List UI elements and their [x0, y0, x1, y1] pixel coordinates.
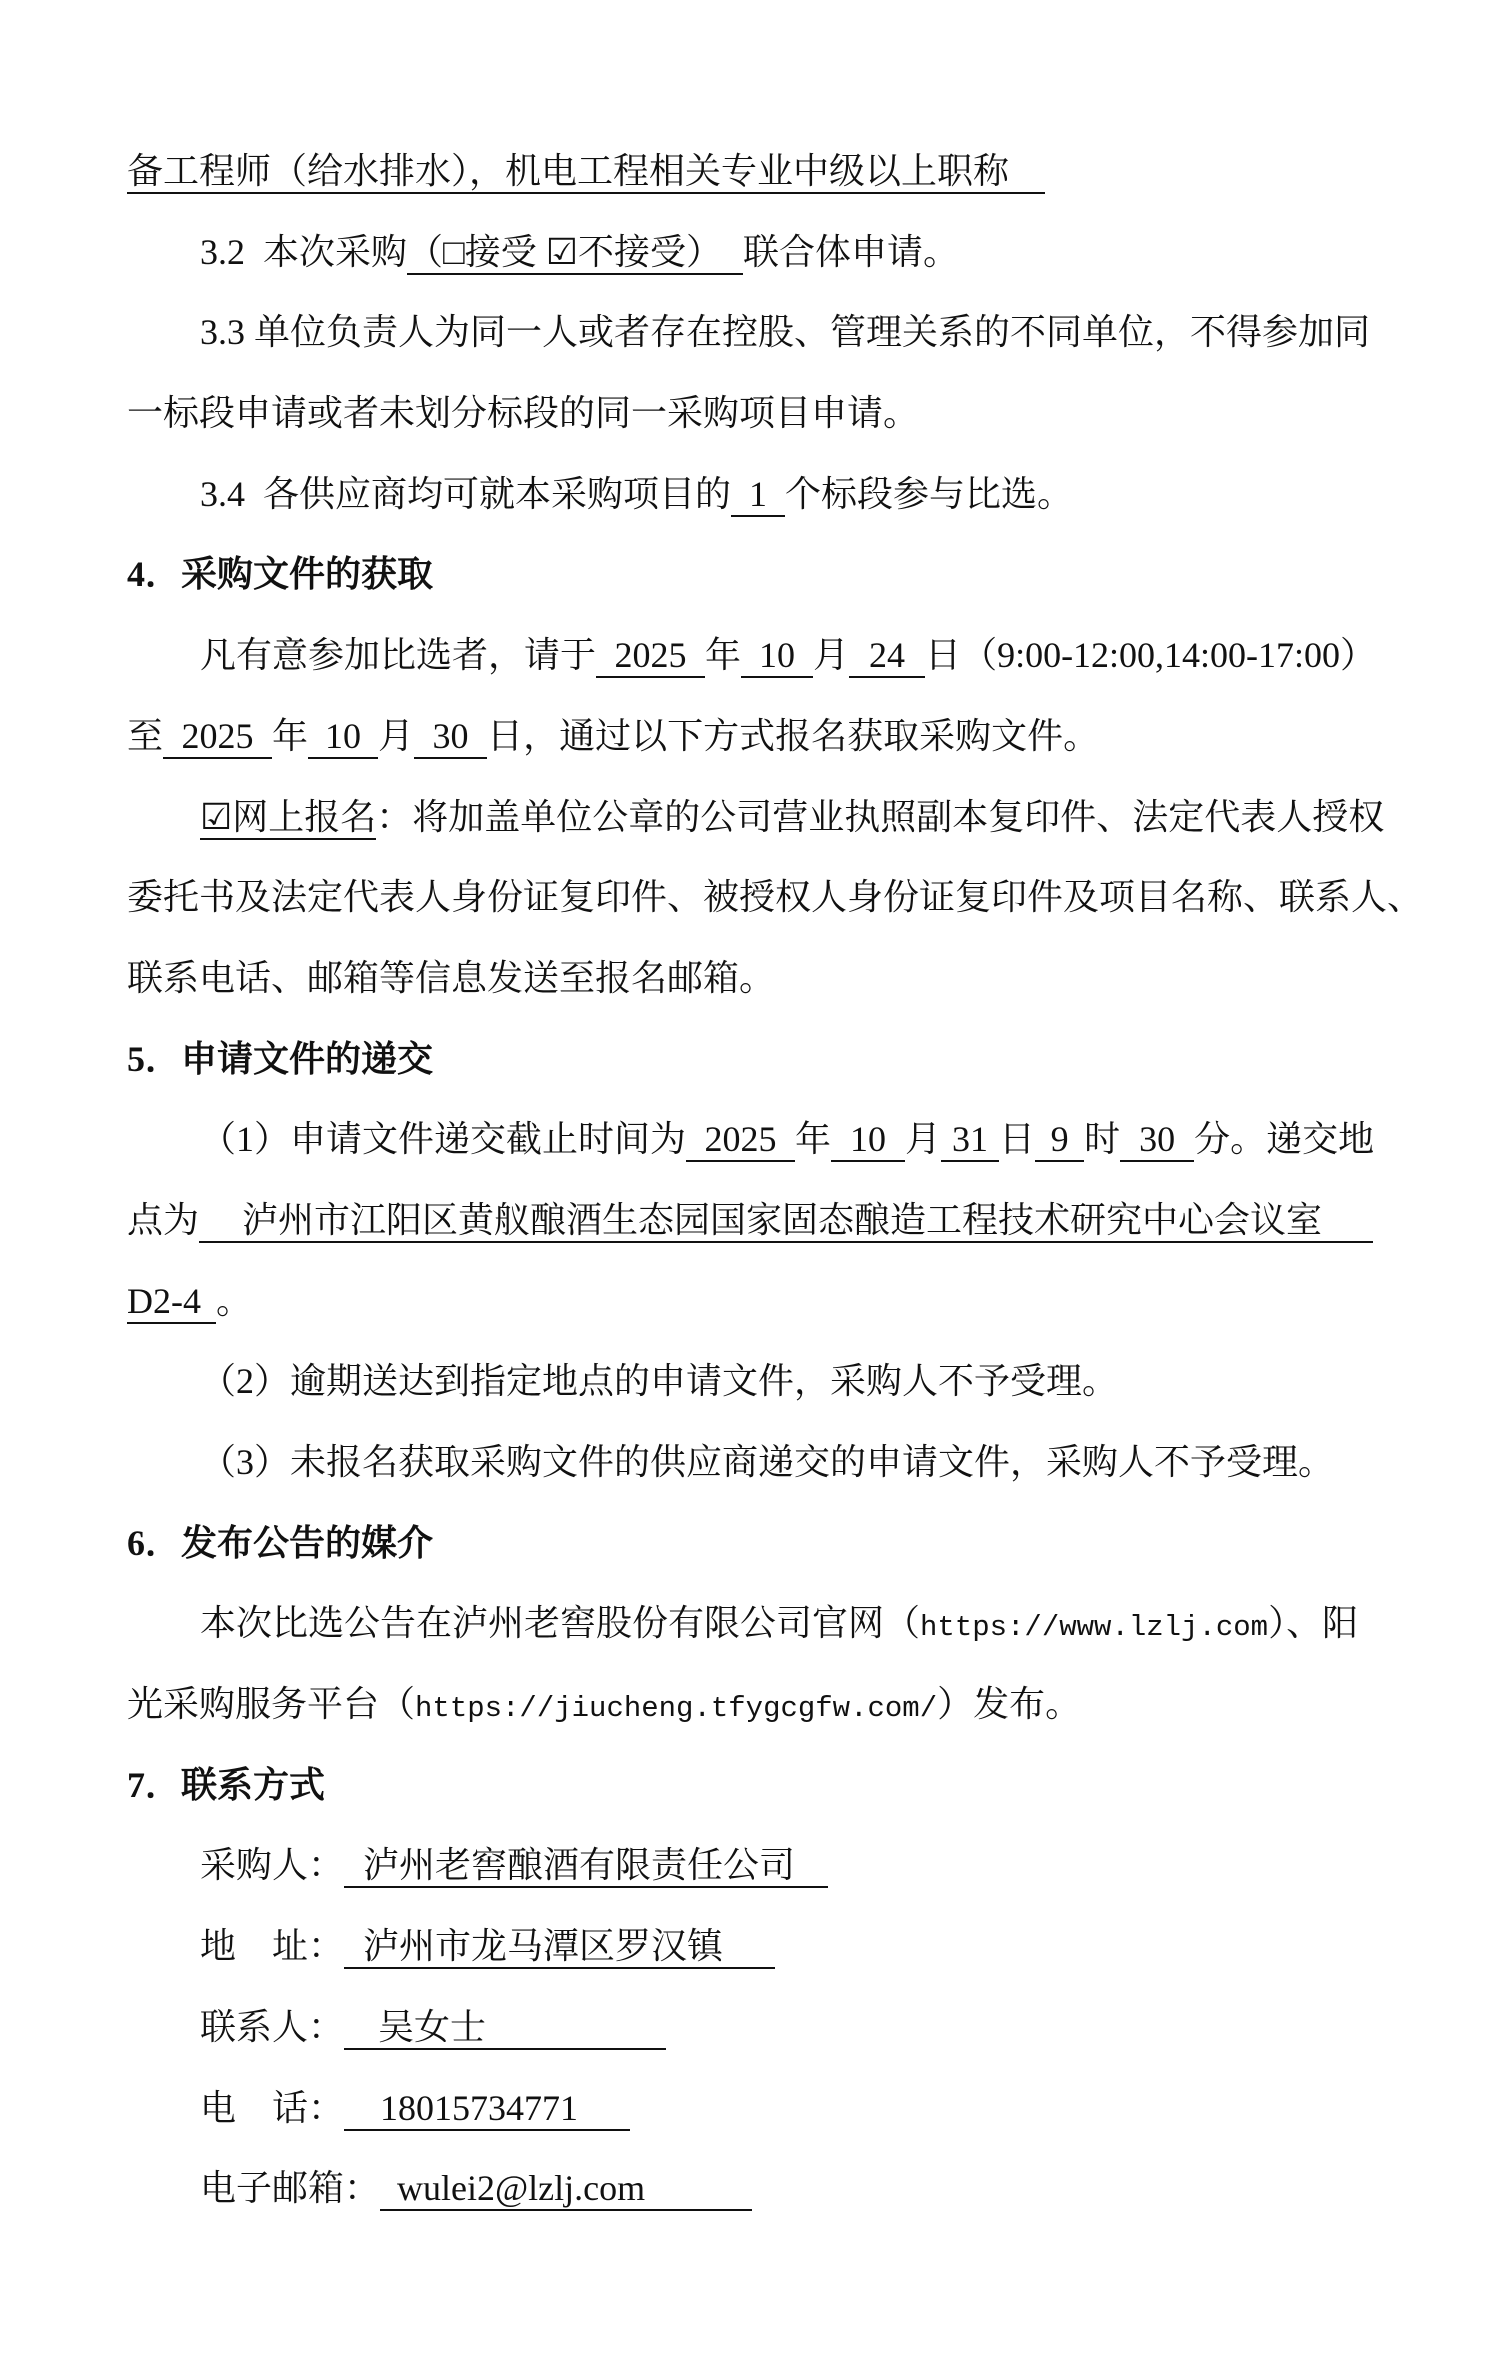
official-site-url: https://www.lzlj.com [920, 1611, 1269, 1645]
media-text: 本次比选公告在泸州老窖股份有限公司官网（ [200, 1603, 921, 1644]
contact-value: 吴女士 [344, 2006, 666, 2050]
unit-year: 年 [705, 635, 742, 676]
clause-text: 联合体申请。 [743, 231, 960, 272]
daily-hours: （9:00-12:00,14:00-17:00） [961, 635, 1377, 676]
online-registration-line-3 [0, 953, 1500, 1034]
clause-text: 各供应商均可就本采购项目的 [263, 473, 732, 514]
unit-day: 日 [999, 1119, 1036, 1160]
contact-person [0, 2002, 1500, 2083]
deadline-after: 。递交地 [1230, 1119, 1375, 1160]
clause-text: 本次采购 [263, 231, 408, 272]
unit-month: 月 [905, 1119, 942, 1160]
contact-email [0, 2163, 1500, 2244]
end-month: 10 [308, 715, 378, 759]
contact-phone [0, 2083, 1500, 2164]
submission-room-line [0, 1276, 1500, 1357]
section-4-heading: 4．采购文件的获取 [127, 554, 434, 595]
qualification-line [0, 146, 1500, 227]
deadline-year: 2025 [686, 1118, 795, 1162]
consortium-options: （□接受 ☑不接受） [407, 231, 743, 275]
media-text: ）发布。 [937, 1684, 1082, 1725]
contact-address [0, 1921, 1500, 2002]
sentence-end: 。 [216, 1280, 253, 1321]
unregistered-submission-line [0, 1437, 1500, 1518]
clause-number: 3.2 [200, 231, 245, 272]
acquisition-period-line-1 [0, 630, 1500, 711]
section-heading [0, 1518, 1500, 1599]
acquisition-period-line-2 [0, 711, 1500, 792]
clause-number: 3.4 [200, 473, 245, 514]
qualification-text: 备工程师（给水排水），机电工程相关专业中级以上职称 [127, 150, 1045, 194]
contact-value: wulei2@lzlj.com [380, 2167, 752, 2211]
deadline-lead: （1）申请文件递交截止时间为 [200, 1119, 687, 1160]
online-registration-line-2 [0, 872, 1500, 953]
online-registration-text: ：将加盖单位公章的公司营业执照副本复印件、法定代表人授权 [376, 796, 1385, 837]
end-day: 30 [414, 715, 487, 759]
section-7-heading: 7．联系方式 [127, 1764, 326, 1805]
clause-3-4-line [0, 469, 1500, 550]
start-day: 24 [849, 634, 925, 678]
online-registration-text: 联系电话、邮箱等信息发送至报名邮箱。 [127, 957, 776, 998]
clause-3-2-line [0, 227, 1500, 308]
unit-day: 日 [487, 715, 524, 756]
unit-hour: 时 [1084, 1119, 1121, 1160]
clause-text: （2）逾期送达到指定地点的申请文件，采购人不予受理。 [200, 1361, 1119, 1402]
start-month: 10 [741, 634, 813, 678]
section-heading [0, 1034, 1500, 1115]
contact-value: 泸州老窖酿酒有限责任公司 [344, 1844, 828, 1888]
media-text: ）、阳 [1268, 1603, 1359, 1644]
unit-year: 年 [272, 715, 309, 756]
deadline-minute: 30 [1120, 1118, 1194, 1162]
section-heading [0, 549, 1500, 630]
unit-minute: 分 [1194, 1119, 1231, 1160]
section-heading [0, 1760, 1500, 1841]
location-lead: 点为 [127, 1199, 200, 1240]
deadline-month: 10 [831, 1118, 905, 1162]
section-5-heading: 5．申请文件的递交 [127, 1038, 434, 1079]
contact-label: 采购人： [200, 1845, 345, 1886]
period-lead: 凡有意参加比选者，请于 [200, 635, 597, 676]
online-registration-option: ☑网上报名 [200, 796, 376, 840]
submission-location: 泸州市江阳区黄舣酿酒生态园国家固态酿造工程技术研究中心会议室 [199, 1199, 1373, 1243]
clause-3-3-line-1 [0, 307, 1500, 388]
unit-month: 月 [813, 635, 850, 676]
media-line-1 [0, 1598, 1500, 1679]
unit-year: 年 [795, 1119, 832, 1160]
submission-location-line [0, 1195, 1500, 1276]
contact-value: 泸州市龙马潭区罗汉镇 [344, 1925, 775, 1969]
unit-day: 日 [925, 635, 962, 676]
contact-label: 地 址： [200, 1926, 345, 1967]
contact-value: 18015734771 [344, 2087, 630, 2131]
section-6-heading: 6．发布公告的媒介 [127, 1522, 434, 1563]
unit-month: 月 [378, 715, 415, 756]
clause-text: 一标段申请或者未划分标段的同一采购项目申请。 [127, 393, 920, 434]
deadline-day: 31 [941, 1118, 999, 1162]
submission-deadline-line [0, 1114, 1500, 1195]
clause-text: 个标段参与比选。 [785, 473, 1074, 514]
deadline-hour: 9 [1035, 1118, 1084, 1162]
clause-3-3-line-2 [0, 388, 1500, 469]
contact-purchaser [0, 1840, 1500, 1921]
end-year: 2025 [163, 715, 272, 759]
period-to: 至 [127, 715, 164, 756]
clause-text: （3）未报名获取采购文件的供应商递交的申请文件，采购人不予受理。 [200, 1442, 1335, 1482]
submission-room: D2-4 [127, 1280, 216, 1324]
media-line-2 [0, 1679, 1500, 1760]
media-text: 光采购服务平台（ [127, 1684, 416, 1725]
start-year: 2025 [596, 634, 705, 678]
clause-text: 3.3 单位负责人为同一人或者存在控股、管理关系的不同单位，不得参加同 [200, 312, 1371, 353]
contact-label: 电子邮箱： [200, 2168, 381, 2209]
late-submission-line [0, 1356, 1500, 1437]
document-page [0, 146, 1500, 2244]
online-registration-text: 委托书及法定代表人身份证复印件、被授权人身份证复印件及项目名称、联系人、 [127, 877, 1424, 918]
online-registration-line-1 [0, 792, 1500, 873]
period-tail: ，通过以下方式报名获取采购文件。 [523, 715, 1100, 756]
platform-url: https://jiucheng.tfygcgfw.com/ [415, 1692, 938, 1726]
contact-label: 联系人： [200, 2006, 345, 2047]
lot-count: 1 [731, 473, 785, 517]
contact-label: 电 话： [200, 2087, 345, 2128]
